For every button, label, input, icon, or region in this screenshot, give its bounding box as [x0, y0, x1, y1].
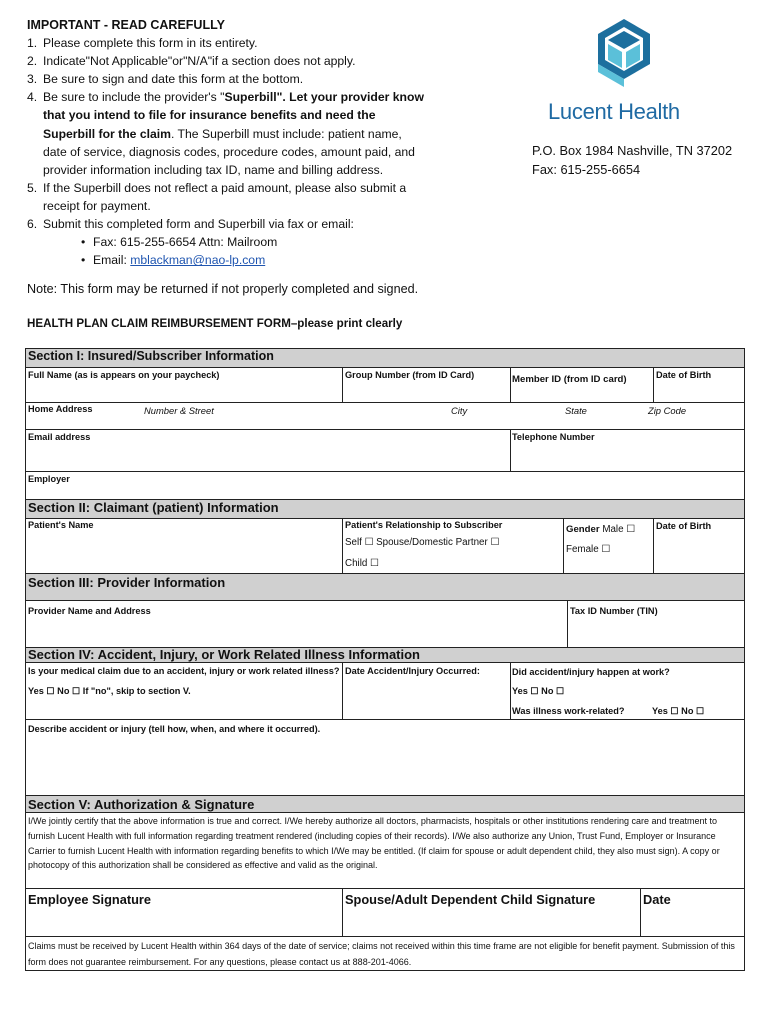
- divider: [26, 429, 744, 430]
- footer-notice: Claims must be received by Lucent Health within 364 days of the date of service; claims not received within this time frame are not eligible for benefit payment. Submission of this form does not guarantee reimbursement. For any questions, please contact us at 888-201-4066.: [28, 941, 735, 967]
- group-number-label: Group Number (from ID Card): [345, 370, 475, 380]
- instruction-item: 4. Be sure to include the provider's "Superbill". Let your provider know that you intend to file for insurance benefits and need the Superbill for the claim. The Superbill must include: patient name, date of service, diagnosis codes, procedure codes, amount paid, and provider information including tax ID, name and billing address.: [27, 90, 424, 177]
- divider: [640, 888, 641, 936]
- tin-label: Tax ID Number (TIN): [570, 606, 658, 616]
- claim-form: [25, 348, 745, 971]
- gender-male-option[interactable]: Male ☐: [599, 524, 636, 535]
- patient-name-label: Patient's Name: [28, 520, 94, 530]
- divider: [510, 663, 511, 719]
- instructions-heading: IMPORTANT - READ CAREFULLY: [27, 18, 225, 32]
- section-2-header: Section II: Claimant (patient) Information: [26, 499, 744, 519]
- instructions: [27, 16, 427, 269]
- divider: [342, 519, 343, 573]
- divider: [26, 719, 744, 720]
- divider: [567, 601, 568, 647]
- dob-label: Date of Birth: [656, 370, 712, 380]
- brand-fax: Fax: 615-255-6654: [532, 162, 641, 177]
- divider: [342, 663, 343, 719]
- authorization-text: I/We jointly certify that the above information is true and correct. I/We hereby authorize all doctors, pharmacists, hospitals or other institutions rendering care and treatment to furnish Lucent Health with full information regarding treatment rendered (including copies of their records). I/We also authorize any Union, Trust Fund, Employer or Insurance Carrier to furnish Lucent Health with information regarding benefits to which I/We may be entitled. (If claim for spouse or adult dependent child, they also must sign). A copy or photocopy of this authorization shall be considered as effective and valid as the original.: [28, 816, 720, 871]
- lucent-health-logo-icon: [594, 17, 654, 89]
- telephone-label: Telephone Number: [512, 432, 595, 442]
- work-related-options[interactable]: Yes ☐ No ☐: [652, 706, 705, 716]
- divider: [26, 471, 744, 472]
- brand-contact: [532, 141, 732, 179]
- state-label: State: [565, 405, 587, 416]
- home-address-label: Home Address: [28, 404, 93, 414]
- section-5-header: Section V: Authorization & Signature: [26, 795, 744, 813]
- employer-label: Employer: [28, 474, 70, 484]
- instruction-item: 1. Please complete this form in its entirety.: [27, 36, 258, 51]
- work-related-question-label: Was illness work-related?: [512, 706, 625, 716]
- divider: [26, 402, 744, 403]
- email-line: • Email: mblackman@nao-lp.com: [81, 251, 427, 269]
- signature-date-label: Date: [643, 892, 671, 907]
- instructions-list: [27, 34, 427, 233]
- submit-methods: [27, 233, 427, 269]
- patient-dob-label: Date of Birth: [656, 521, 712, 531]
- full-name-label: Full Name (as is appears on your paycheck): [28, 370, 220, 380]
- instruction-item: 5. If the Superbill does not reflect a paid amount, please also submit a receipt for payment.: [27, 180, 407, 213]
- employee-signature-label: Employee Signature: [28, 892, 152, 907]
- section-3-header: Section III: Provider Information: [26, 573, 744, 601]
- email-link[interactable]: mblackman@nao-lp.com: [130, 253, 266, 268]
- accident-question-label: Is your medical claim due to an accident, injury or work related illness?: [28, 666, 340, 676]
- at-work-question-label: Did accident/injury happen at work?: [512, 667, 670, 677]
- divider: [26, 936, 744, 937]
- at-work-options[interactable]: Yes ☐ No ☐: [512, 686, 565, 696]
- gender-female-option[interactable]: Female ☐: [566, 544, 611, 555]
- instruction-item: 3. Be sure to sign and date this form at the bottom.: [27, 72, 304, 87]
- email-address-label: Email address: [28, 432, 91, 442]
- divider: [653, 368, 654, 402]
- relationship-options[interactable]: Self ☐ Spouse/Domestic Partner ☐: [345, 537, 500, 548]
- instruction-item: 2. Indicate"Not Applicable"or"N/A"if a section does not apply.: [27, 54, 356, 69]
- accident-question-options[interactable]: Yes ☐ No ☐ If "no", skip to section V.: [28, 686, 191, 696]
- note: Note: This form may be returned if not properly completed and signed.: [27, 282, 419, 296]
- accident-date-label: Date Accident/Injury Occurred:: [345, 666, 480, 676]
- brand-name: Lucent Health: [548, 99, 680, 124]
- instruction-item: 6. Submit this completed form and Superbill via fax or email:: [27, 217, 354, 232]
- section-1-header: Section I: Insured/Subscriber Information: [26, 349, 744, 368]
- divider: [510, 429, 511, 471]
- relationship-label: Patient's Relationship to Subscriber: [345, 520, 503, 530]
- member-id-label: Member ID (from ID card): [512, 374, 627, 385]
- street-label: Number & Street: [144, 405, 214, 416]
- divider: [26, 888, 744, 889]
- divider: [510, 368, 511, 402]
- divider: [342, 368, 343, 402]
- spouse-signature-label: Spouse/Adult Dependent Child Signature: [345, 892, 596, 907]
- fax-line: • Fax: 615-255-6654 Attn: Mailroom: [81, 233, 427, 251]
- divider: [342, 888, 343, 936]
- section-4-header: Section IV: Accident, Injury, or Work Related Illness Information: [26, 647, 744, 663]
- gender-label: Gender: [566, 524, 600, 535]
- form-title: HEALTH PLAN CLAIM REIMBURSEMENT FORM–please print clearly: [27, 317, 403, 330]
- provider-label: Provider Name and Address: [28, 606, 151, 616]
- city-label: City: [451, 405, 468, 416]
- zip-label: Zip Code: [648, 405, 687, 416]
- gender-field: [566, 524, 635, 535]
- brand-address: P.O. Box 1984 Nashville, TN 37202: [532, 143, 733, 158]
- divider: [563, 519, 564, 573]
- relationship-child-option[interactable]: Child ☐: [345, 558, 379, 569]
- divider: [653, 519, 654, 573]
- describe-accident-label: Describe accident or injury (tell how, when, and where it occurred).: [28, 724, 321, 734]
